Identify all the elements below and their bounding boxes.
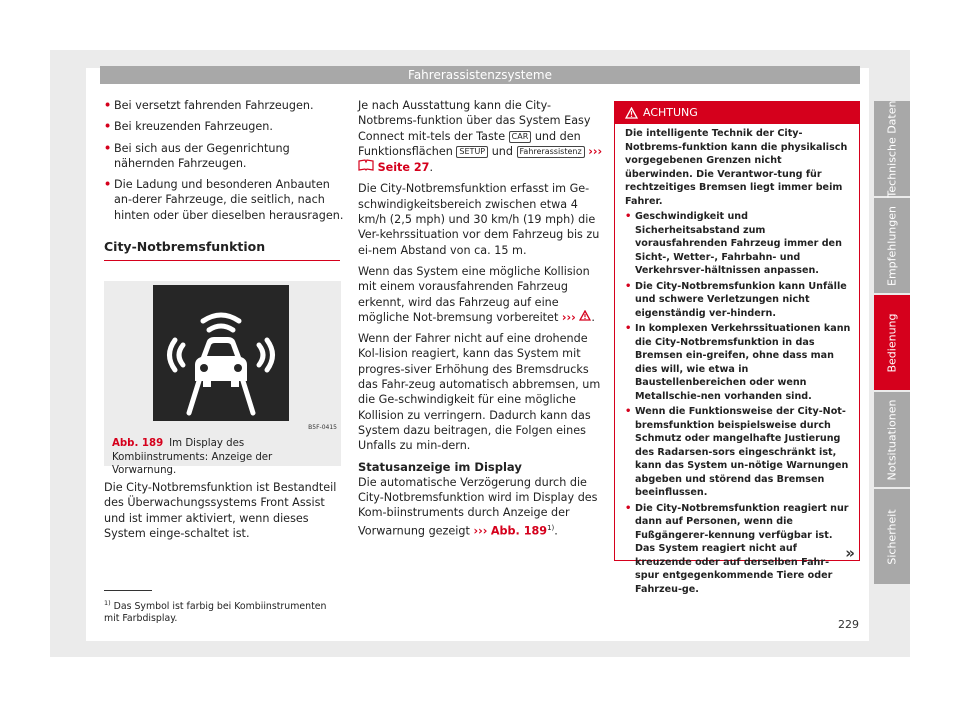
footnote-text: Das Symbol ist farbig bei Kombiinstrumenten mit Farbdisplay. (104, 601, 327, 625)
warning-box (614, 101, 860, 595)
warning-title: ACHTUNG (643, 106, 698, 119)
warning-intro: Die intelligente Technik der City-Notbrems-funktion kann die physikalisch vorgegebenen Grenzen nicht überwinden. Die Verantwor-tung für rechtzeitiges Bremsen liegt immer beim Fahrer. (625, 128, 848, 207)
page-link[interactable]: Seite 27 (377, 161, 430, 175)
footnote-marker: 1) (104, 599, 111, 607)
figure-code: B5F-0415 (308, 424, 337, 431)
warning-item: • Wenn die Funktionsweise der City-Not-bremsfunktion beispielsweise durch Schmutz oder mangelhafte Justierung des Radarsen-sors eingeschränkt ist, kann das System un-nötige Warnungen abgeben und störend das Bremsen beeinflussen. (625, 405, 851, 500)
column-left (104, 98, 344, 261)
cross-ref-arrow: ››› (473, 524, 488, 538)
footnote (104, 597, 344, 625)
paragraph-text: und den Funktionsflächen (358, 129, 581, 158)
paragraph-2: Die City-Notbremsfunktion erfasst im Ge-schwindigkeitsbereich zwischen etwa 4 km/h (2,5 mph) und 30 km/h (19 mph) die Ver-kehrssituation vor dem Fahrzeug bis zu ei-nem Abstand von ca. 15 m. (358, 182, 600, 257)
footnote-ref: 1) (547, 523, 555, 532)
cross-ref-arrow: ››› (588, 144, 603, 158)
intro-paragraph (104, 480, 344, 547)
figure-label: Abb. 189 (112, 438, 164, 449)
paragraph-4: Wenn der Fahrer nicht auf eine drohende Kol-lision reagiert, kann das System mit progres-siver Erhöhung des Bremsdrucks das Fahr-zeug automatisch abbremsen, um die Ge-schwindigkeit für eine mögliche Kollision zu verringern. Dadurch kann das System dazu beitragen, die Folgen eines Unfalls zu min-dern. (358, 332, 601, 453)
tab-label: Technische Daten (885, 100, 899, 197)
car-key: CAR (509, 131, 532, 143)
intro-text: Die City-Notbremsfunktion ist Bestandteil des Überwachungssystems Front Assist und ist immer aktiviert, wenn dieses System einge-schaltet ist. (104, 481, 337, 540)
list-item: • Bei kreuzenden Fahrzeugen. (104, 119, 344, 134)
tab-empfehlungen[interactable] (874, 198, 910, 293)
list-item: • Bei versetzt fahrenden Fahrzeugen. (104, 98, 344, 113)
tab-label: Empfehlungen (885, 205, 899, 286)
page-number: 229 (838, 618, 859, 631)
warning-item: • Geschwindigkeit und Sicherheitsabstand zum vorausfahrenden Fahrzeug immer den Sicht-, Wetter-, Fahrbahn- und Verkehrsver-hältnissen anpassen. (625, 210, 851, 278)
warning-body (615, 124, 859, 596)
tab-label: Bedienung (885, 312, 899, 373)
tab-bedienung[interactable] (874, 295, 910, 390)
paragraph-5: Die automatische Verzögerung durch die City-Notbremsfunktion wird im Display des Kom-biinstruments durch Anzeige der Vorwarnung gezeigt ››› Abb. 189$^{1)}$. (358, 475, 598, 538)
tab-technische-daten[interactable] (874, 101, 910, 196)
figure-caption-text: Im Display des Kombiinstruments: Anzeige der Vorwarnung. (112, 438, 273, 476)
paragraph-text: und (491, 144, 513, 158)
figure-link[interactable]: Abb. 189 (490, 524, 548, 538)
book-icon (358, 159, 374, 171)
column-middle (358, 98, 604, 545)
warning-item: • Die City-Notbremsfunkion kann Unfälle und schwere Verletzungen nicht eigenständig ver-hindern. (625, 280, 851, 321)
tab-label: Notsituationen (885, 399, 899, 480)
footnote-divider (104, 590, 152, 591)
continued-marker: » (845, 544, 855, 562)
city-brake-warning-icon (153, 285, 289, 421)
tab-sicherheit[interactable] (874, 489, 910, 584)
paragraph-1: Je nach Ausstattung kann die City-Notbrems-funktion über das System Easy Connect mit-tels der Taste CAR und den Funktionsflächen SETUP und Fahrerassistenz ››› Seite 27. (358, 99, 603, 175)
fahrerassistenz-key: Fahrerassistenz (517, 146, 585, 158)
figure-189 (104, 281, 341, 476)
list-item: • Die Ladung und besonderen Anbauten an-derer Fahrzeuge, die seitlich, nach hinten oder über dieselben herausragen. (104, 177, 344, 223)
tab-label: Sicherheit (885, 508, 899, 565)
page-header: Fahrerassistenzsysteme (100, 66, 860, 84)
list-item: • Bei sich aus der Gegenrichtung nähernden Fahrzeugen. (104, 141, 344, 172)
setup-key: SETUP (456, 146, 488, 158)
figure-caption (112, 437, 334, 478)
paragraph-3: Wenn das System eine mögliche Kollision mit einem vorausfahrenden Fahrzeug erkennt, wird das Fahrzeug auf eine mögliche Not-bremsung vorbereitet ››› . (358, 264, 595, 324)
display-screen (153, 285, 289, 421)
warning-item: • In komplexen Verkehrssituationen kann die City-Notbremsfunktion in das Bremsen ein-greifen, ohne dass man dies will, wie etwa in Baustellenbereichen oder wenn Metallschie-nen vorhanden sind. (625, 322, 851, 403)
status-heading: Statusanzeige im Display (358, 459, 522, 474)
paragraph-text: Wenn das System eine mögliche Kollision mit einem vorausfahrenden Fahrzeug erkennt, wird das Fahrzeug auf eine mögliche Not-bremsung vorbereitet (358, 264, 590, 324)
paragraph-text: Die automatische Verzögerung durch die City-Notbremsfunktion wird im Display des Kom-biinstruments durch Anzeige der Vorwarnung gezeigt (358, 475, 598, 538)
tab-notsituationen[interactable] (874, 392, 910, 487)
cross-ref-arrow: ››› (561, 310, 576, 324)
section-title: City-Notbremsfunktion (104, 239, 340, 261)
paragraph-text: Je nach Ausstattung kann die City-Notbrems-funktion über das System Easy Connect mit-tels der Taste (358, 99, 591, 143)
warning-item: • Die City-Notbremsfunktion reagiert nur dann auf Personen, wenn die Fußgängerer-kennung verfügbar ist. Das System reagiert nicht auf kreuzende oder auf derselben Fahr-spur entgegenkommende Tiere oder Fahrzeu-ge. (625, 502, 851, 597)
warning-triangle-icon (625, 107, 638, 119)
warning-header (615, 102, 859, 124)
warning-icon (579, 310, 591, 321)
